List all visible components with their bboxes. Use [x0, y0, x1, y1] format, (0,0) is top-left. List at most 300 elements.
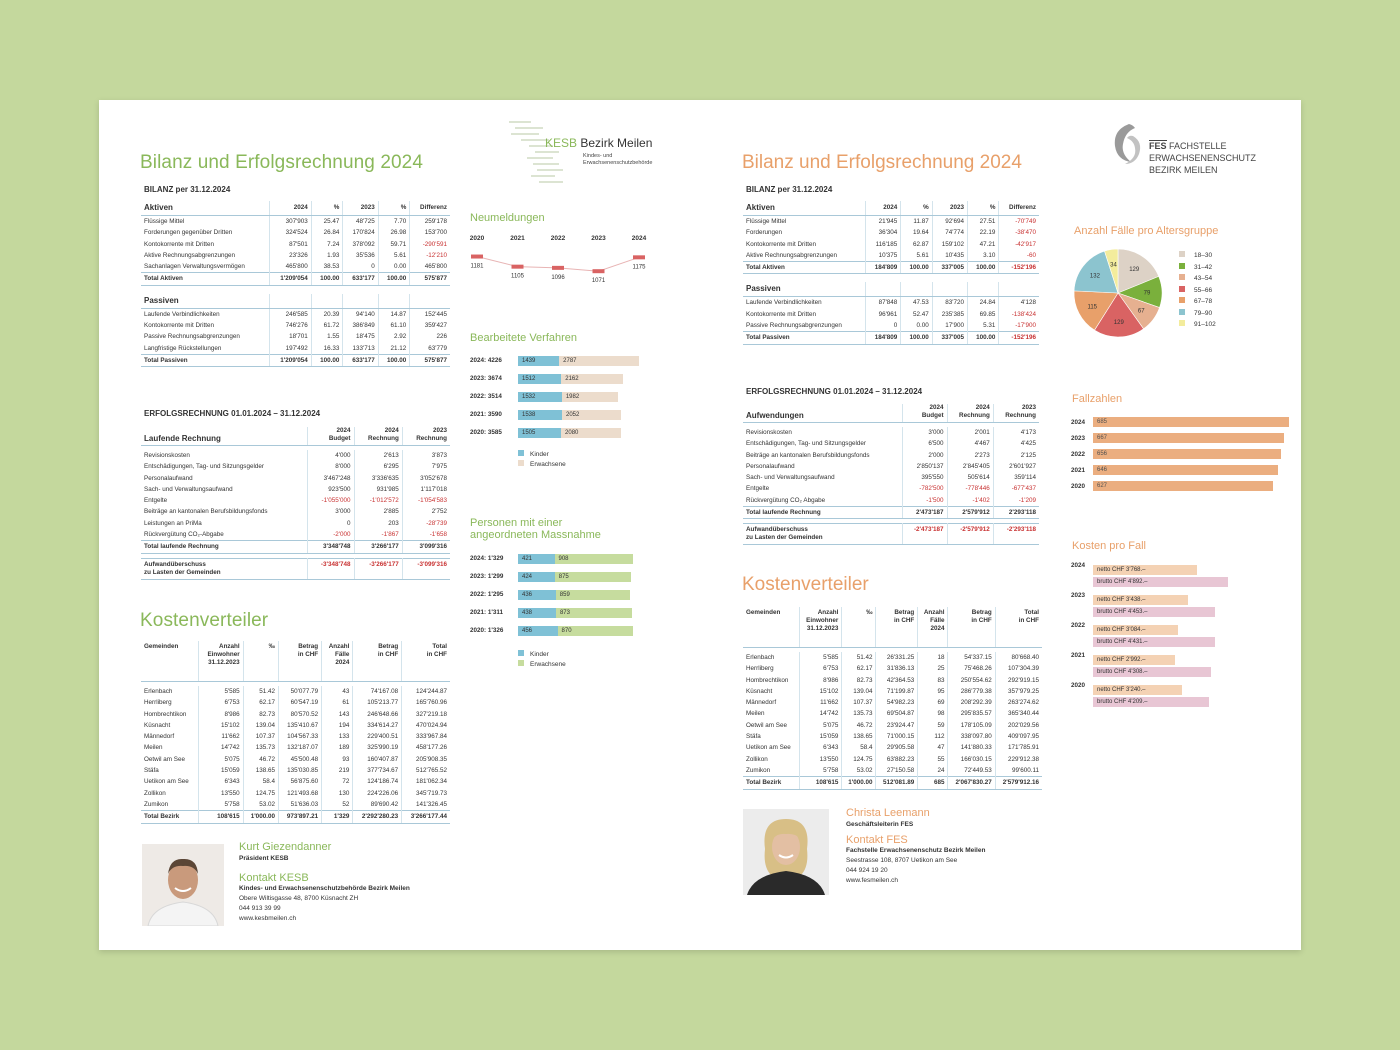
- table-cell: 170'824: [343, 227, 378, 238]
- column-header: [918, 607, 948, 648]
- table-cell: 52: [322, 799, 353, 811]
- table-cell: Küsnacht: [141, 720, 199, 731]
- total-cell: 575'877: [410, 354, 450, 366]
- kurt-role: Präsident KESB: [239, 855, 289, 862]
- table-cell: Oetwil am See: [743, 720, 799, 731]
- table-cell: Meilen: [743, 708, 799, 719]
- table-row: [743, 697, 1042, 708]
- table-cell: 141'880.33: [948, 742, 995, 753]
- table-row: [141, 461, 450, 472]
- column-header-line: 2024: [336, 427, 351, 434]
- pie-value-label: 115: [1087, 304, 1098, 311]
- table-cell: 345'719.73: [416, 789, 447, 797]
- total-cell: 575'877: [410, 273, 450, 285]
- table-cell: 2'601'927: [1009, 462, 1036, 470]
- table-cell: 55: [918, 754, 948, 765]
- table-cell: 333'967.84: [416, 733, 447, 741]
- left-title: Bilanz und Erfolgsrechnung 2024: [140, 152, 424, 173]
- bar-erwachsene: 870: [558, 626, 633, 636]
- column-header-line: Budget: [328, 435, 351, 442]
- fes-org: Fachstelle Erwachsenenschutz Bezirk Meilen: [846, 847, 986, 854]
- table-cell: 96'961: [866, 309, 901, 320]
- pie-value-label: 129: [1129, 266, 1140, 273]
- table-cell: 11'662: [199, 731, 243, 742]
- total-cell: 100.00: [311, 273, 343, 285]
- table-cell: Aktive Rechnungsabgrenzungen: [743, 250, 866, 262]
- table-cell: 133'713: [343, 343, 378, 355]
- column-header: [876, 607, 918, 648]
- column-header-line: ‰: [866, 609, 873, 616]
- total-cell: 685: [918, 777, 948, 789]
- table-cell: 107.37: [842, 697, 876, 708]
- neumeldungen-marker: [633, 255, 645, 259]
- passiven-header-row: [743, 282, 1039, 297]
- table-cell: 6'343: [199, 776, 243, 787]
- table-cell: 47: [918, 742, 948, 753]
- column-header-line: in CHF: [426, 651, 447, 658]
- table-cell: 87'501: [270, 239, 311, 250]
- table-row: [141, 697, 450, 708]
- aufwand-label-line: Aufwandüberschuss: [746, 526, 808, 534]
- total-cell: 973'897.21: [278, 811, 321, 823]
- pie-legend-item: [1179, 250, 1216, 262]
- table-cell: 465'800: [424, 263, 447, 271]
- table-cell: -1'867: [354, 529, 402, 541]
- table-cell: 72: [322, 776, 353, 787]
- verfahren-chart: [470, 356, 655, 456]
- legend-kinder: Kinder: [530, 451, 549, 458]
- table-cell: -1'500: [902, 495, 947, 507]
- total-cell: 100.00: [901, 332, 932, 344]
- column-header-line: Anzahl: [328, 643, 350, 650]
- aufwand-value: -2'293'118: [993, 524, 1039, 545]
- fallzahlen-bar: 656: [1093, 449, 1281, 459]
- fallzahlen-year: 2021: [1071, 467, 1086, 474]
- column-header: 2023: [343, 201, 378, 216]
- table-cell: 263'274.62: [1008, 699, 1039, 707]
- table-cell: 71'000.15: [876, 731, 918, 742]
- table-cell: 2'850'137: [902, 461, 947, 472]
- table-row: [141, 320, 450, 331]
- table-cell: 13'550: [199, 788, 243, 799]
- table-row: [141, 331, 450, 342]
- fes-logo-l1: FACHSTELLE: [1169, 141, 1227, 151]
- column-header: %: [311, 201, 343, 216]
- table-row: [141, 776, 450, 787]
- table-row: [141, 250, 450, 261]
- table-cell: 133: [322, 731, 353, 742]
- table-cell: 746'276: [270, 320, 311, 331]
- table-cell: -1'054'583: [417, 497, 447, 505]
- table-cell: Entschädigungen, Tag- und Sitzungsgelder: [141, 461, 307, 472]
- table-cell: 505'614: [947, 472, 993, 483]
- pie-legend-item: [1179, 273, 1216, 285]
- bar-kinder: 1512: [518, 374, 561, 384]
- table-cell: 365'340.44: [1008, 710, 1039, 718]
- total-cell: 100.00: [378, 273, 410, 285]
- table-cell: 25: [918, 663, 948, 674]
- column-header-line: 2024: [929, 404, 944, 411]
- neumeldungen-title: Neumeldungen: [470, 212, 545, 224]
- table-cell: 1.55: [311, 331, 343, 342]
- table-cell: 235'385: [932, 309, 967, 320]
- table-cell: Zumikon: [141, 799, 199, 811]
- aufwand-label-line: Aufwandüberschuss: [144, 560, 206, 568]
- table-cell: 61: [322, 697, 353, 708]
- table-cell: Uetikon am See: [141, 776, 199, 787]
- fallzahlen-bar: 685: [1093, 417, 1289, 427]
- table-cell: Forderungen: [743, 227, 866, 238]
- legend-swatch: [1179, 263, 1185, 269]
- bar-row-label: 2020: 1'326: [470, 627, 504, 634]
- table-cell: 121'493.68: [278, 788, 321, 799]
- legend-label: 79–90: [1194, 309, 1213, 317]
- table-cell: 23'924.47: [876, 720, 918, 731]
- table-cell: 59: [918, 720, 948, 731]
- aufwand-row: [743, 524, 1039, 545]
- table-cell: 0: [343, 261, 378, 273]
- table-row: [743, 450, 1039, 461]
- table-cell: 2'845'405: [947, 461, 993, 472]
- table-cell: Küsnacht: [743, 686, 799, 697]
- kpf-year: 2021: [1071, 652, 1086, 659]
- table-cell: 923'500: [307, 484, 354, 495]
- total-row: [743, 332, 1039, 344]
- column-header-line: Rechnung: [368, 435, 399, 442]
- table-cell: -138'424: [1011, 310, 1036, 318]
- table-cell: 165'760.96: [416, 699, 447, 707]
- table-cell: 11.87: [901, 216, 932, 228]
- neumeldungen-value-label: 1096: [551, 274, 565, 281]
- table-cell: 59.71: [378, 239, 410, 250]
- pie-legend-item: [1179, 319, 1216, 331]
- kpf-year: 2023: [1071, 592, 1086, 599]
- table-cell: 334'614.27: [353, 720, 402, 731]
- column-header: [842, 607, 876, 648]
- table-cell: 153'700: [424, 229, 447, 237]
- bar-row-label: 2021: 3590: [470, 411, 502, 418]
- column-header: [743, 607, 799, 648]
- table-cell: 250'554.62: [948, 675, 995, 686]
- table-cell: 143: [322, 709, 353, 720]
- aufwand-label-line: zu Lasten der Gemeinden: [144, 568, 221, 576]
- table-cell: 47.53: [901, 297, 932, 309]
- table-cell: 27.51: [968, 216, 999, 228]
- table-cell: 2'752: [431, 508, 447, 516]
- table-cell: 74'774: [932, 227, 967, 238]
- pie-value-label: 67: [1137, 308, 1145, 315]
- table-row: [141, 518, 450, 529]
- table-row: [141, 529, 450, 541]
- table-cell: 124.75: [842, 754, 876, 765]
- bilanz-header-row: [743, 201, 1039, 216]
- column-header-line: 31.12.2023: [806, 625, 839, 632]
- legend-swatch: [1179, 320, 1185, 326]
- column-header-line: Rechnung: [959, 412, 990, 419]
- table-cell: 15'102: [199, 720, 243, 731]
- fallzahlen-year: 2022: [1071, 451, 1086, 458]
- table-cell: 166'030.15: [948, 754, 995, 765]
- table-cell: 14.87: [378, 308, 410, 320]
- total-row: [743, 507, 1039, 519]
- column-header-line: 2024: [335, 659, 350, 666]
- total-cell: Total Passiven: [141, 354, 270, 366]
- legend-swatch: [1179, 274, 1185, 280]
- erfolg-heading: Laufende Rechnung: [141, 427, 307, 446]
- table-row: [141, 709, 450, 720]
- table-cell: 5'075: [199, 754, 243, 765]
- table-row: [141, 239, 450, 250]
- fes-contact-heading: Kontakt FES: [846, 834, 908, 846]
- total-cell: 2'293'118: [993, 507, 1039, 519]
- table-cell: 359'114: [1014, 474, 1036, 482]
- table-row: [743, 652, 1042, 663]
- table-cell: 107.37: [243, 731, 278, 742]
- kpf-year: 2022: [1071, 622, 1086, 629]
- fes-website-link[interactable]: www.fesmeilen.ch: [846, 877, 899, 884]
- table-cell: Männedorf: [141, 731, 199, 742]
- right-kosten-title: Kostenverteiler: [742, 574, 869, 595]
- table-cell: 75'468.26: [948, 663, 995, 674]
- table-cell: 82.73: [243, 709, 278, 720]
- table-row: [743, 239, 1039, 250]
- fes-logo: [1109, 122, 1279, 186]
- column-header-line: Gemeinden: [746, 609, 781, 616]
- legend-kinder2: Kinder: [530, 651, 549, 658]
- table-cell: Personalaufwand: [743, 461, 902, 472]
- table-row: [141, 261, 450, 273]
- column-header: [995, 607, 1042, 648]
- table-cell: 3'873: [431, 452, 447, 459]
- total-cell: Total Passiven: [743, 332, 866, 344]
- left-erfolg-table: [141, 427, 450, 580]
- person-silhouette-icon: [142, 844, 224, 926]
- fallzahlen-bar: 667: [1093, 433, 1284, 443]
- legend-label: 31–42: [1194, 263, 1213, 271]
- table-cell: 3'467'248: [307, 473, 354, 484]
- table-cell: -70'749: [1015, 218, 1036, 225]
- table-cell: 229'400.51: [353, 731, 402, 742]
- table-cell: 208'292.39: [948, 697, 995, 708]
- table-cell: 58.4: [842, 742, 876, 753]
- legend-label: 43–54: [1194, 275, 1213, 282]
- table-cell: 47.21: [968, 239, 999, 250]
- table-cell: Laufende Verbindlichkeiten: [743, 297, 866, 309]
- table-cell: 112: [918, 731, 948, 742]
- table-cell: 203: [354, 518, 402, 529]
- fes-logo-l3: BEZIRK MEILEN: [1149, 165, 1218, 175]
- table-cell: 74'167.08: [353, 686, 402, 697]
- total-cell: 2'067'830.27: [948, 777, 995, 789]
- column-header-line: Einwohner: [806, 617, 839, 624]
- table-cell: Männedorf: [743, 697, 799, 708]
- total-cell: -152'196: [999, 262, 1039, 274]
- bar-erwachsene: 2080: [561, 428, 620, 438]
- table-cell: Passive Rechnungsabgrenzungen: [743, 320, 866, 332]
- table-cell: 2'001: [947, 427, 993, 438]
- table-cell: Herrliberg: [743, 663, 799, 674]
- table-cell: 4'128: [1020, 299, 1036, 307]
- bar-kinder: 456: [518, 626, 558, 636]
- total-cell: Total laufende Rechnung: [743, 507, 902, 519]
- legend-erw: Erwachsene: [530, 461, 566, 468]
- fallzahlen-year: 2020: [1071, 483, 1086, 490]
- table-row: [743, 438, 1039, 449]
- aufwand-row: [141, 558, 450, 579]
- table-row: [743, 427, 1039, 438]
- table-cell: 159'102: [932, 239, 967, 250]
- table-cell: 5'758: [799, 765, 842, 777]
- fallzahlen-year: 2023: [1071, 435, 1086, 442]
- table-cell: 292'919.15: [1008, 676, 1039, 684]
- column-header: [141, 641, 199, 682]
- table-cell: Sach- und Verwaltungsaufwand: [141, 484, 307, 495]
- table-cell: 63'779: [428, 344, 447, 352]
- table-cell: Kontokorrente mit Dritten: [141, 320, 270, 331]
- table-row: [743, 472, 1039, 483]
- total-cell: Total laufende Rechnung: [141, 541, 307, 553]
- table-row: [743, 731, 1042, 742]
- column-header: [353, 641, 402, 682]
- table-cell: 63'882.23: [876, 754, 918, 765]
- table-cell: 295'835.57: [948, 708, 995, 719]
- bar-erwachsene: 908: [555, 554, 634, 564]
- table-cell: 124'186.74: [353, 776, 402, 787]
- verfahren-title: Bearbeitete Verfahren: [470, 332, 578, 344]
- bar-kinder: 424: [518, 572, 555, 582]
- table-cell: 104'567.33: [278, 731, 321, 742]
- kosten-header-row: [743, 607, 1042, 648]
- table-cell: Hombrechtikon: [743, 675, 799, 686]
- table-row: [141, 227, 450, 238]
- kurt-name: Kurt Giezendanner: [239, 841, 332, 853]
- kesb-logo-sub1: Kindes- und: [583, 153, 613, 159]
- table-cell: 246'648.66: [353, 709, 402, 720]
- column-header-line: Betrag: [971, 609, 992, 616]
- total-cell: 1'000.00: [243, 811, 278, 823]
- table-cell: 94'140: [343, 308, 378, 320]
- table-cell: 6'753: [799, 663, 842, 674]
- column-header-line: Gemeinden: [144, 643, 179, 650]
- table-cell: 54'982.23: [876, 697, 918, 708]
- pie-value-label: 129: [1113, 320, 1124, 327]
- kesb-logo-sub2: Erwachsenenschutzbehörde: [583, 160, 653, 166]
- table-cell: 43: [322, 686, 353, 697]
- total-cell: 2'579'912: [947, 507, 993, 519]
- table-cell: 107'304.39: [1008, 665, 1039, 673]
- altersgruppe-legend: [1179, 250, 1216, 331]
- table-cell: Hombrechtikon: [141, 709, 199, 720]
- bilanz-header-row: [141, 201, 450, 216]
- table-cell: 25.47: [311, 216, 343, 228]
- table-cell: 26.84: [311, 227, 343, 238]
- table-cell: 4'173: [1020, 429, 1036, 436]
- bar-kinder: 1439: [518, 356, 559, 366]
- column-header-line: Total: [432, 643, 447, 650]
- total-cell: 1'209'054: [270, 273, 311, 285]
- total-cell: 1'329: [322, 811, 353, 823]
- table-cell: 181'062.34: [416, 778, 447, 786]
- table-row: [141, 495, 450, 506]
- column-header-line: Total: [1024, 609, 1039, 616]
- table-cell: 152'445: [424, 310, 447, 318]
- column-header: [402, 641, 450, 682]
- table-cell: 931'985: [354, 484, 402, 495]
- table-cell: 194: [322, 720, 353, 731]
- table-cell: 135.73: [842, 708, 876, 719]
- table-cell: 178'105.09: [948, 720, 995, 731]
- kesb-address: Obere Wiltisgasse 48, 8700 Küsnacht ZH: [239, 895, 359, 902]
- passiven-heading: Passiven: [743, 282, 866, 297]
- table-cell: 325'990.19: [353, 742, 402, 753]
- total-cell: 100.00: [378, 354, 410, 366]
- table-cell: Flüssige Mittel: [141, 216, 270, 228]
- table-cell: Zollikon: [743, 754, 799, 765]
- table-cell: 105'213.77: [353, 697, 402, 708]
- kosten-header-row: [141, 641, 450, 682]
- personen-chart: [470, 554, 655, 654]
- bar-row-label: 2021: 1'311: [470, 609, 504, 616]
- total-cell: 633'177: [343, 354, 378, 366]
- fes-phone: 044 924 19 20: [846, 867, 888, 874]
- table-cell: 124.75: [243, 788, 278, 799]
- annual-report-spread: [99, 100, 1301, 950]
- fallzahlen-bar: 646: [1093, 465, 1278, 475]
- kesb-website-link[interactable]: www.kesbmeilen.ch: [239, 915, 297, 922]
- pie-value-label: 34: [1110, 262, 1117, 269]
- table-cell: Sach- und Verwaltungsaufwand: [743, 472, 902, 483]
- table-cell: 15'059: [199, 765, 243, 776]
- table-cell: 18'701: [270, 331, 311, 342]
- table-row: [141, 343, 450, 355]
- aufwand-value: -3'099'316: [402, 558, 450, 579]
- table-row: [743, 227, 1039, 238]
- legend-label: 55–66: [1194, 286, 1213, 294]
- column-header: [902, 404, 947, 423]
- bar-kinder: 1532: [518, 392, 562, 402]
- table-cell: 5.61: [378, 250, 410, 261]
- table-cell: 5.61: [901, 250, 932, 262]
- column-header-line: Fälle: [930, 617, 945, 624]
- table-cell: Langfristige Rückstellungen: [141, 343, 270, 355]
- left-erfolg-title: ERFOLGSRECHNUNG 01.01.2024 – 31.12.2024: [144, 409, 321, 418]
- bar-row-label: 2020: 3585: [470, 429, 502, 436]
- neumeldungen-value-label: 1181: [470, 263, 484, 270]
- table-cell: 132'187.07: [278, 742, 321, 753]
- table-cell: 8'986: [199, 709, 243, 720]
- pie-legend-item: [1179, 262, 1216, 274]
- table-cell: 17'900: [932, 320, 967, 332]
- table-cell: 56'875.60: [278, 776, 321, 787]
- column-header: [948, 607, 995, 648]
- neumeldungen-marker: [552, 266, 564, 270]
- aufwand-label-line: zu Lasten der Gemeinden: [746, 534, 823, 542]
- fallzahlen-year: 2024: [1071, 419, 1086, 426]
- table-cell: 14'742: [199, 742, 243, 753]
- bar-erwachsene: 1982: [562, 392, 619, 402]
- column-header: [947, 404, 993, 423]
- total-row: [141, 273, 450, 285]
- table-row: [141, 308, 450, 320]
- table-cell: 14'742: [799, 708, 842, 719]
- table-cell: Leistungen an PriMa: [141, 518, 307, 529]
- column-header: [322, 641, 353, 682]
- column-header: %: [901, 201, 932, 216]
- neumeldungen-year-label: 2020: [469, 235, 485, 242]
- table-cell: 62.17: [243, 697, 278, 708]
- table-cell: 21'945: [866, 216, 901, 228]
- personen-title-line1: Personen mit einer: [470, 517, 563, 529]
